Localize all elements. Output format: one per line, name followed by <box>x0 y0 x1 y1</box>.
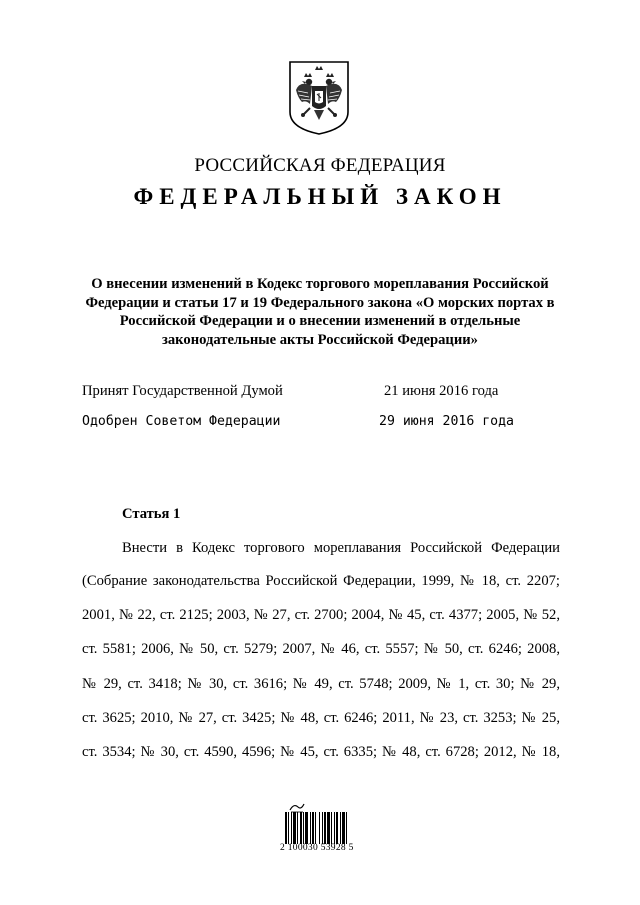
adopted-date: 21 июня 2016 года <box>384 383 499 399</box>
article-text-line: (Собрание законодательства Российской Федерации, 1999, № 18, ст. 2207; <box>82 573 560 589</box>
barcode-bar <box>336 812 338 844</box>
barcode-bar <box>300 812 302 844</box>
barcode-bar <box>322 812 323 844</box>
article-text-line: ст. 3625; 2010, № 27, ст. 3425; № 48, ст. 6246; 2011, № 23, ст. 3253; № 25, <box>82 710 560 726</box>
barcode-bar <box>340 812 341 844</box>
coat-of-arms-emblem <box>288 60 350 136</box>
barcode-bar <box>312 812 314 844</box>
article-heading: Статья 1 <box>122 506 181 522</box>
article-text-line: ст. 5581; 2006, № 50, ст. 5279; 2007, № 46, ст. 5557; № 50, ст. 6246; 2008, <box>82 641 560 657</box>
barcode-bar <box>288 812 289 844</box>
barcode-bar <box>327 812 330 844</box>
barcode-bar <box>324 812 326 844</box>
barcode-bar <box>319 812 320 844</box>
barcode-bar <box>346 812 347 844</box>
barcode-bar <box>315 812 316 844</box>
barcode-bar <box>310 812 311 844</box>
barcode-icon <box>285 812 359 844</box>
adopted-by-duma-label: Принят Государственной Думой <box>82 383 283 399</box>
approved-by-council-label: Одобрен Советом Федерации <box>82 414 281 429</box>
law-title <box>82 275 558 349</box>
barcode-bar <box>305 812 308 844</box>
barcode-bar <box>342 812 345 844</box>
barcode-bar <box>291 812 292 844</box>
double-headed-eagle-icon <box>288 60 350 136</box>
barcode-bar <box>285 812 287 844</box>
law-title-line: Федерации и статьи 17 и 19 Федерального закона «О морских портах в <box>85 294 555 311</box>
barcode-bar <box>297 812 298 844</box>
barcode-number: 2 100030 53928 5 <box>280 843 354 853</box>
article-text-line: Внести в Кодекс торгового мореплавания Российской Федерации <box>122 540 560 556</box>
article-text-line: ст. 3534; № 30, ст. 4590, 4596; № 45, ст. 6335; № 48, ст. 6728; 2012, № 18, <box>82 744 560 760</box>
law-title-line: О внесении изменений в Кодекс торгового мореплавания Российской <box>91 276 549 292</box>
barcode-bar <box>334 812 335 844</box>
country-heading: РОССИЙСКАЯ ФЕДЕРАЦИЯ <box>194 155 446 176</box>
article-text-line: № 29, ст. 3418; № 30, ст. 3616; № 49, ст. 5748; 2009, № 1, ст. 30; № 29, <box>82 676 560 692</box>
article-text-line: 2001, № 22, ст. 2125; 2003, № 27, ст. 2700; 2004, № 45, ст. 4377; 2005, № 52, <box>82 607 560 623</box>
approved-date: 29 июня 2016 года <box>379 414 514 429</box>
law-title-line: Российской Федерации и о внесении изменений в отдельные <box>119 313 521 329</box>
document-type-heading: ФЕДЕРАЛЬНЫЙ ЗАКОН <box>133 184 507 209</box>
barcode-logo-icon <box>289 800 305 812</box>
law-title-line: законодательные акты Российской Федерации» <box>162 331 478 348</box>
barcode-bar <box>293 812 296 844</box>
barcode-bar <box>331 812 332 844</box>
barcode-bar <box>303 812 304 844</box>
